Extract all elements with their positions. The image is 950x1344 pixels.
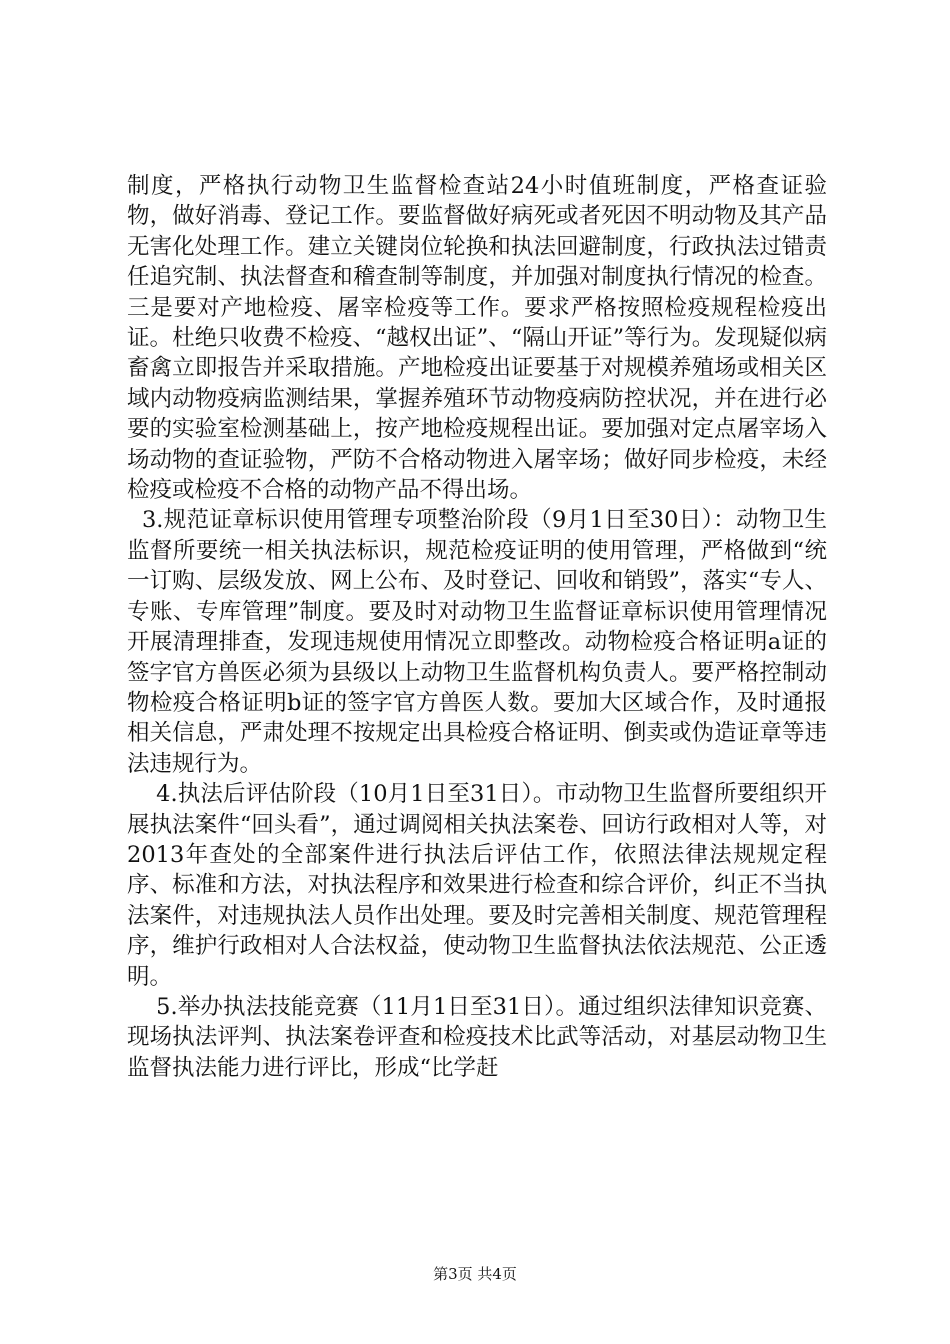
document-body [127,171,827,1083]
paragraph-item-3: 3.规范证章标识使用管理专项整治阶段（9月1日至30日）：动物卫生监督所要统一相关执法标识，规范检疫证明的使用管理，严格做到“统一订购、层级发放、网上公布、及时登记、回收和销毁”，落实“专人、专账、专库管理”制度。要及时对动物卫生监督证章标识使用管理情况开展清理排查，发现违规使用情况立即整改。动物检疫合格证明a证的签字官方兽医必须为县级以上动物卫生监督机构负责人。要严格控制动物检疫合格证明b证的签字官方兽医人数。要加大区域合作，及时通报相关信息，严肃处理不按规定出具检疫合格证明、倒卖或伪造证章等违法违规行为。 [127,507,827,777]
paragraph-item-4: 4.执法后评估阶段（10月1日至31日）。市动物卫生监督所要组织开展执法案件“回头看”，通过调阅相关执法案卷、回访行政相对人等，对2013年查处的全部案件进行执法后评估工作，依照法律法规规定程序、标准和方法，对执法程序和效果进行检查和综合评价，纠正不当执法案件，对违规执法人员作出处理。要及时完善相关制度、规范管理程序，维护行政相对人合法权益，使动物卫生监督执法依法规范、公正透明。 [127,781,828,990]
paragraph-continuation: 制度，严格执行动物卫生监督检查站24小时值班制度，严格查证验物，做好消毒、登记工作。要监督做好病死或者死因不明动物及其产品无害化处理工作。建立关键岗位轮换和执法回避制度，行政执法过错责任追究制、执法督查和稽查制等制度，并加强对制度执行情况的检查。三是要对产地检疫、屠宰检疫等工作。要求严格按照检疫规程检疫出证。杜绝只收费不检疫、“越权出证”、“隔山开证”等行为。发现疑似病畜禽立即报告并采取措施。产地检疫出证要基于对规模养殖场或相关区域内动物疫病监测结果，掌握养殖环节动物疫病防控状况，并在进行必要的实验室检测基础上，按产地检疫规程出证。要加强对定点屠宰场入场动物的查证验物，严防不合格动物进入屠宰场；做好同步检疫，未经检疫或检疫不合格的动物产品不得出场。 [127,173,827,504]
page-footer: 第3页 共4页 [433,1265,517,1283]
paragraph-item-5: 5.举办执法技能竞赛（11月1日至31日）。通过组织法律知识竞赛、现场执法评判、执法案卷评查和检疫技术比武等活动，对基层动物卫生监督执法能力进行评比，形成“比学赶 [127,993,828,1081]
